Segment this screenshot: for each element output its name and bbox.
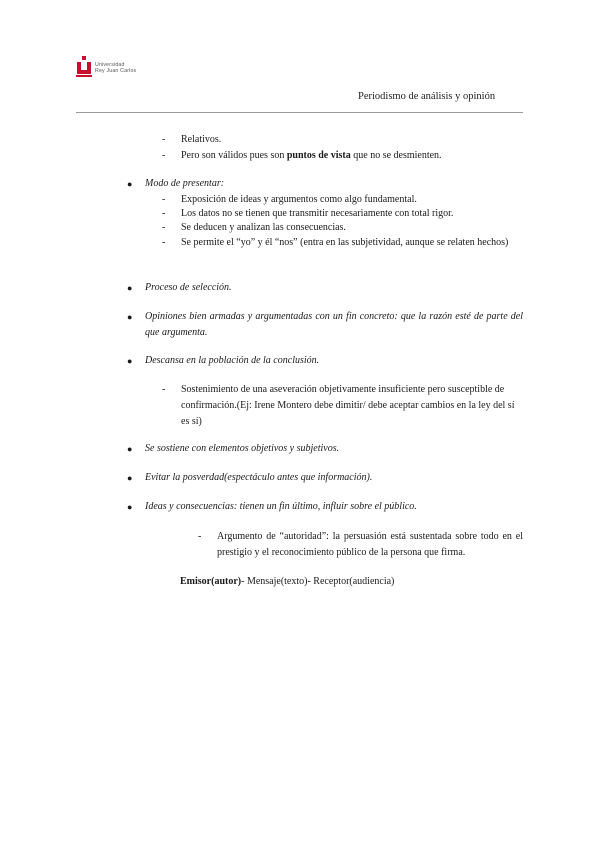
logo-text-line1: Universidad [95, 62, 125, 68]
dash-marker: - [162, 237, 166, 248]
bullet-text: Modo de presentar: [145, 178, 225, 189]
list-item [162, 235, 523, 267]
bullet-item-evitar [127, 470, 523, 486]
dash-marker: - [162, 194, 166, 205]
bullet-marker: ● [127, 179, 133, 189]
university-logo-icon [76, 56, 92, 78]
bullet-text: Ideas y consecuencias: tienen un fin último, influir sobre el público. [145, 501, 417, 512]
dash-marker: - [162, 222, 166, 233]
dash-marker: - [162, 150, 166, 161]
running-title: Periodismo de análisis y opinión [358, 91, 496, 102]
text-segment: que no se desmienten. [350, 150, 442, 161]
list-item-text: Se deducen y analizan las consecuencias. [181, 222, 346, 233]
bullet-item-sostiene [127, 441, 523, 457]
bullet-marker: ● [127, 283, 133, 293]
bullet-marker: ● [127, 356, 133, 366]
logo-text-line2: Rey Juan Carlos [95, 68, 137, 74]
list-item [162, 382, 523, 430]
emisor-bold: Emisor(autor) [180, 576, 242, 587]
list-item [198, 529, 523, 561]
bullet-item-descansa [127, 353, 523, 369]
list-item-text: Relativos. [181, 134, 222, 145]
logo-wordmark [95, 62, 136, 74]
bullet-marker: ● [127, 444, 133, 454]
bullet-item-ideas [127, 499, 523, 515]
bullet-item-opiniones [127, 309, 523, 341]
dash-marker: - [162, 134, 166, 145]
list-item [162, 132, 522, 148]
bullet-text: Opiniones bien armadas y argumentadas con un fin concreto: que la razón esté de parte del que argumenta. [145, 311, 523, 338]
bullet-marker: ● [127, 473, 133, 483]
text-segment: Pero son válidos pues son [181, 150, 287, 161]
university-logo [76, 56, 146, 80]
bullet-marker: ● [127, 502, 133, 512]
list-item-text: Argumento de “autoridad”: la persuasión está sustentada sobre todo en el prestigio y el reconocimiento público de la persona que firma. [217, 531, 523, 558]
dash-marker: - [198, 531, 202, 542]
dash-marker: - [162, 208, 166, 219]
list-item-text: Sostenimiento de una aseveración objetivamente insuficiente pero susceptible de confirmación.(Ej: Irene Montero debe dimitir/ debe aceptar cambios en la ley del sí es sí) [181, 384, 515, 427]
bullet-marker: ● [127, 312, 133, 322]
bullet-text: Se sostiene con elementos objetivos y subjetivos. [145, 443, 340, 454]
bold-text-segment: puntos de vista [286, 150, 351, 161]
bullet-item-proceso [127, 280, 523, 296]
list-item-text: Los datos no se tienen que transmitir necesariamente con total rigor. [181, 208, 454, 219]
list-item [162, 220, 523, 236]
dash-marker: - [162, 384, 166, 395]
bullet-item-modo [127, 176, 523, 192]
list-item [162, 148, 522, 164]
emisor-line [180, 574, 523, 590]
list-item-text [181, 148, 442, 164]
list-item-text: Exposición de ideas y argumentos como algo fundamental. [181, 194, 417, 205]
emisor-rest: - Mensaje(texto)- Receptor(audiencia) [241, 576, 395, 587]
bullet-text: Proceso de selección. [145, 282, 232, 293]
header-rule [76, 112, 523, 113]
bullet-text: Descansa en la población de la conclusión. [145, 355, 320, 366]
list-item-text: Se permite el “yo” y él “nos” (entra en las subjetividad, aunque se relaten hechos) [181, 237, 509, 248]
bullet-text: Evitar la posverdad(espectáculo antes que información). [145, 472, 373, 483]
